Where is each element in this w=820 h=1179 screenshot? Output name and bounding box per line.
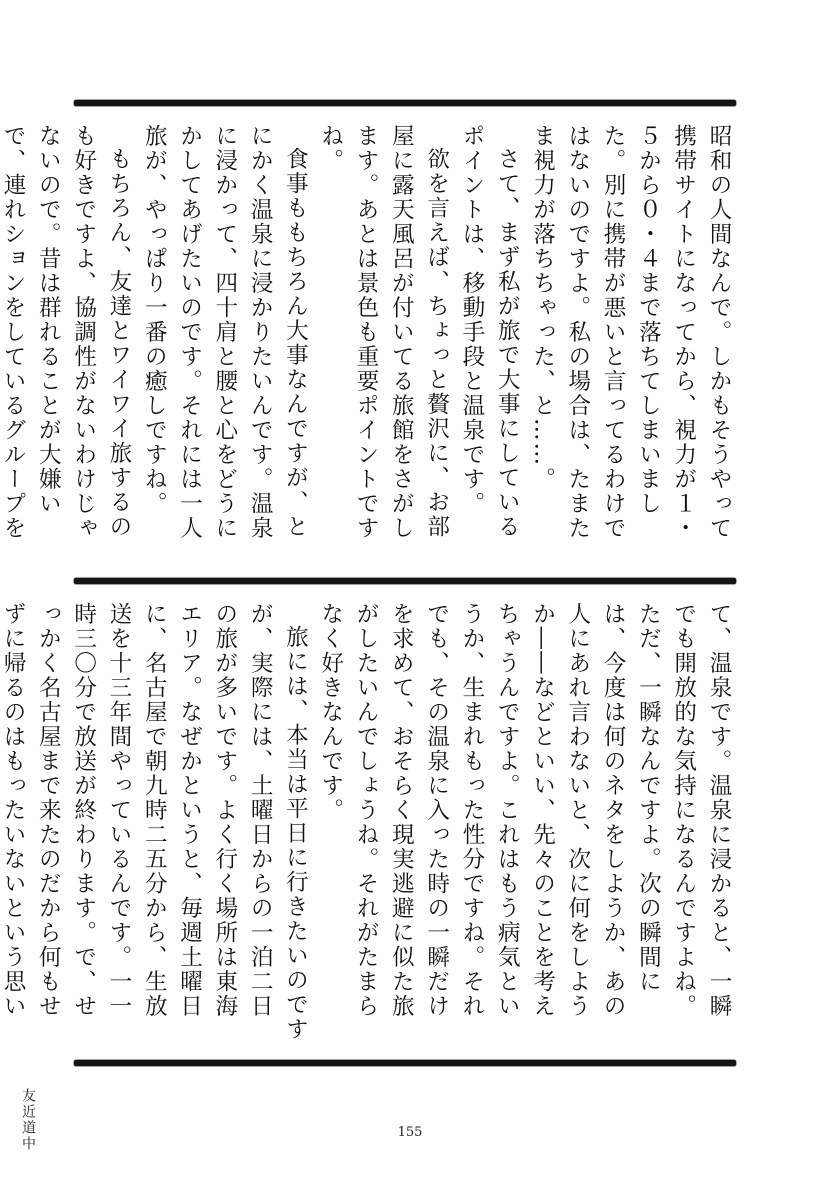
bottom-text-block (0, 602, 736, 1042)
top-divider-rule (74, 100, 736, 106)
top-text-block (0, 124, 736, 556)
bottom-divider-rule (74, 1060, 736, 1066)
paragraph: 欲を言えば、ちょっと贅沢に、お部屋に露天風呂が付いてる旅館をさがします。あとは景色も重要ポイントですね。 (317, 124, 450, 541)
page-number: 155 (397, 1125, 423, 1140)
paragraph: 食事ももちろん大事なんですが、とにかく温泉に浸かりたいんです。温泉に浸かって、四十肩と腰と心をどうにかしてあげたいのです。それには一人旅が、やっぱり一番の癒しですね。 (141, 124, 309, 541)
paragraph: て、温泉です。温泉に浸かると、一瞬でも開放的な気持になるんですよね。ただ、一瞬なんですよ。次の瞬間には、今度は何のネタをしようか、あの人にあれ言わないと、次に何をしようか――などといい、先々のことを考えちゃうんですよ。これはもう病気というか、生まれもった性分ですね。それでも、その温泉に入った時の一瞬だけを求めて、おそらく現実逃避に似た旅がしたいんでしょうね。それがたまらなく好きなんです。 (317, 602, 732, 1019)
paragraph: さて、まず私が旅で大事にしているポイントは、移動手段と温泉です。 (458, 124, 521, 539)
paragraph: 昭和の人間なんで。しかもそうやって携帯サイトになってから、視力が１・５から０・４まで落ちてしまいました。別に携帯が悪いと言ってるわけではないのですよ。私の場合は、たまたま視力が落ちちゃった、と……。 (529, 124, 732, 541)
paragraph: 旅には、本当は平日に行きたいのですが、実際には、土曜日からの一泊二日の旅が多いです。よく行く場所は東海エリア。なぜかというと、毎週土曜日に、名古屋で朝九時二五分から、生放送を十三年間やっているんです。一一時三〇分で放送が終わります。で、せっかく名古屋まで来たのだから何もせずに帰るのはもったいないという思い (0, 602, 309, 1042)
running-title: 友近道中 (20, 1088, 36, 1152)
paragraph: もちろん、友達とワイワイ旅するのも好きですよ、協調性がないわけじゃないので。昔は群れることが大嫌いで、連れションをしているグループを (0, 124, 132, 541)
middle-divider-rule (74, 578, 736, 584)
